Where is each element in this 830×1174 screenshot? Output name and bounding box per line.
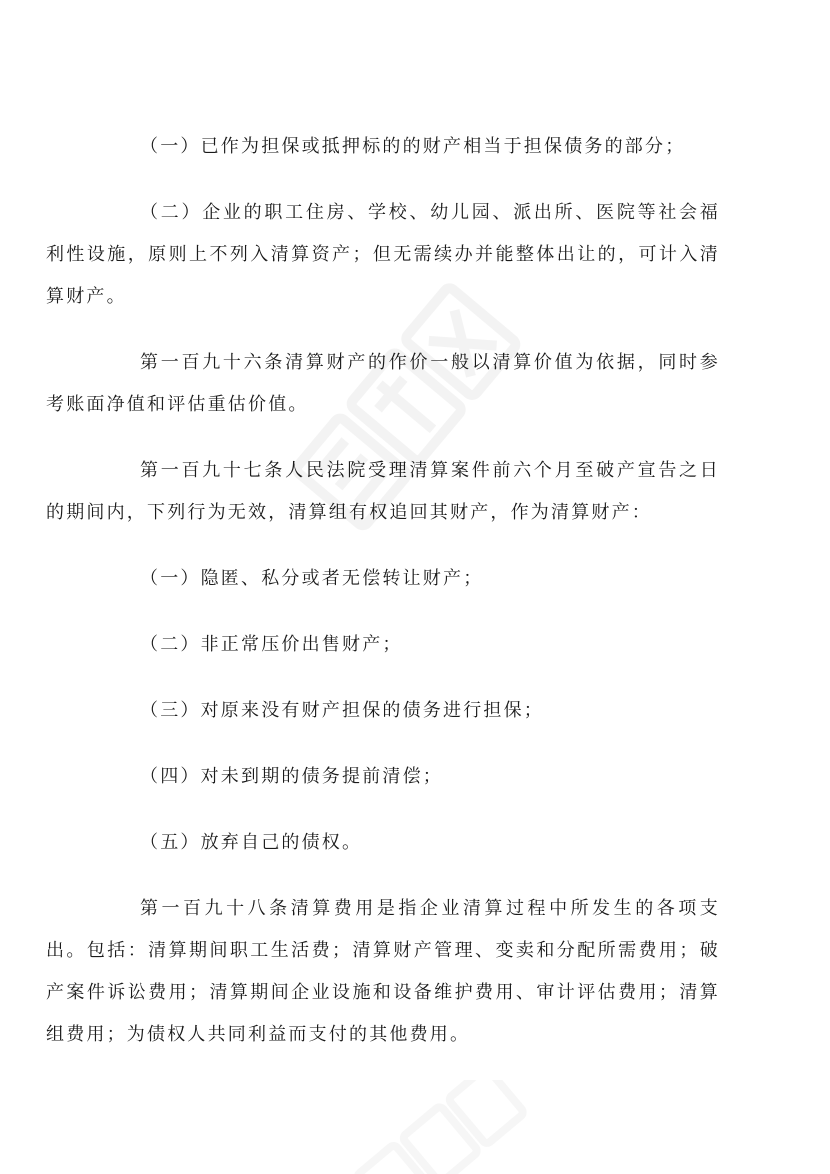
paragraph-item-6: （二）非正常压价出售财产； bbox=[140, 634, 403, 655]
paragraph-item-7: （三）对原来没有财产担保的债务进行担保； bbox=[140, 700, 544, 721]
paragraph-item-2: （二）企业的职工住房、学校、幼儿园、派出所、医院等社会福利性设施，原则上不列入清算资产；但无需续办并能整体出让的，可计入清算财产。 bbox=[46, 202, 720, 307]
article-197: 第一百九十七条人民法院受理清算案件前六个月至破产宣告之日的期间内，下列行为无效，清算组有权追回其财产，作为清算财产： bbox=[46, 460, 720, 523]
paragraph-item-9: （五）放弃自己的债权。 bbox=[140, 832, 363, 853]
paragraph-item-8: （四）对未到期的债务提前清偿； bbox=[140, 766, 443, 787]
paragraph-item-5: （一）隐匿、私分或者无偿转让财产； bbox=[140, 568, 484, 589]
watermark-bottom-icon bbox=[320, 1080, 540, 1174]
article-198: 第一百九十八条清算费用是指企业清算过程中所发生的各项支出。包括：清算期间职工生活费；清算财产管理、变卖和分配所需费用；破产案件诉讼费用；清算期间企业设施和设备维护费用、审计评估费用；清算组费用；为债权人共同利益而支付的其他费用。 bbox=[46, 898, 720, 1045]
document-body bbox=[46, 126, 720, 1080]
paragraph-item-1: （一）已作为担保或抵押标的的财产相当于担保债务的部分； bbox=[140, 136, 686, 157]
article-196: 第一百九十六条清算财产的作价一般以清算价值为依据，同时参考账面净值和评估重估价值。 bbox=[46, 352, 720, 415]
